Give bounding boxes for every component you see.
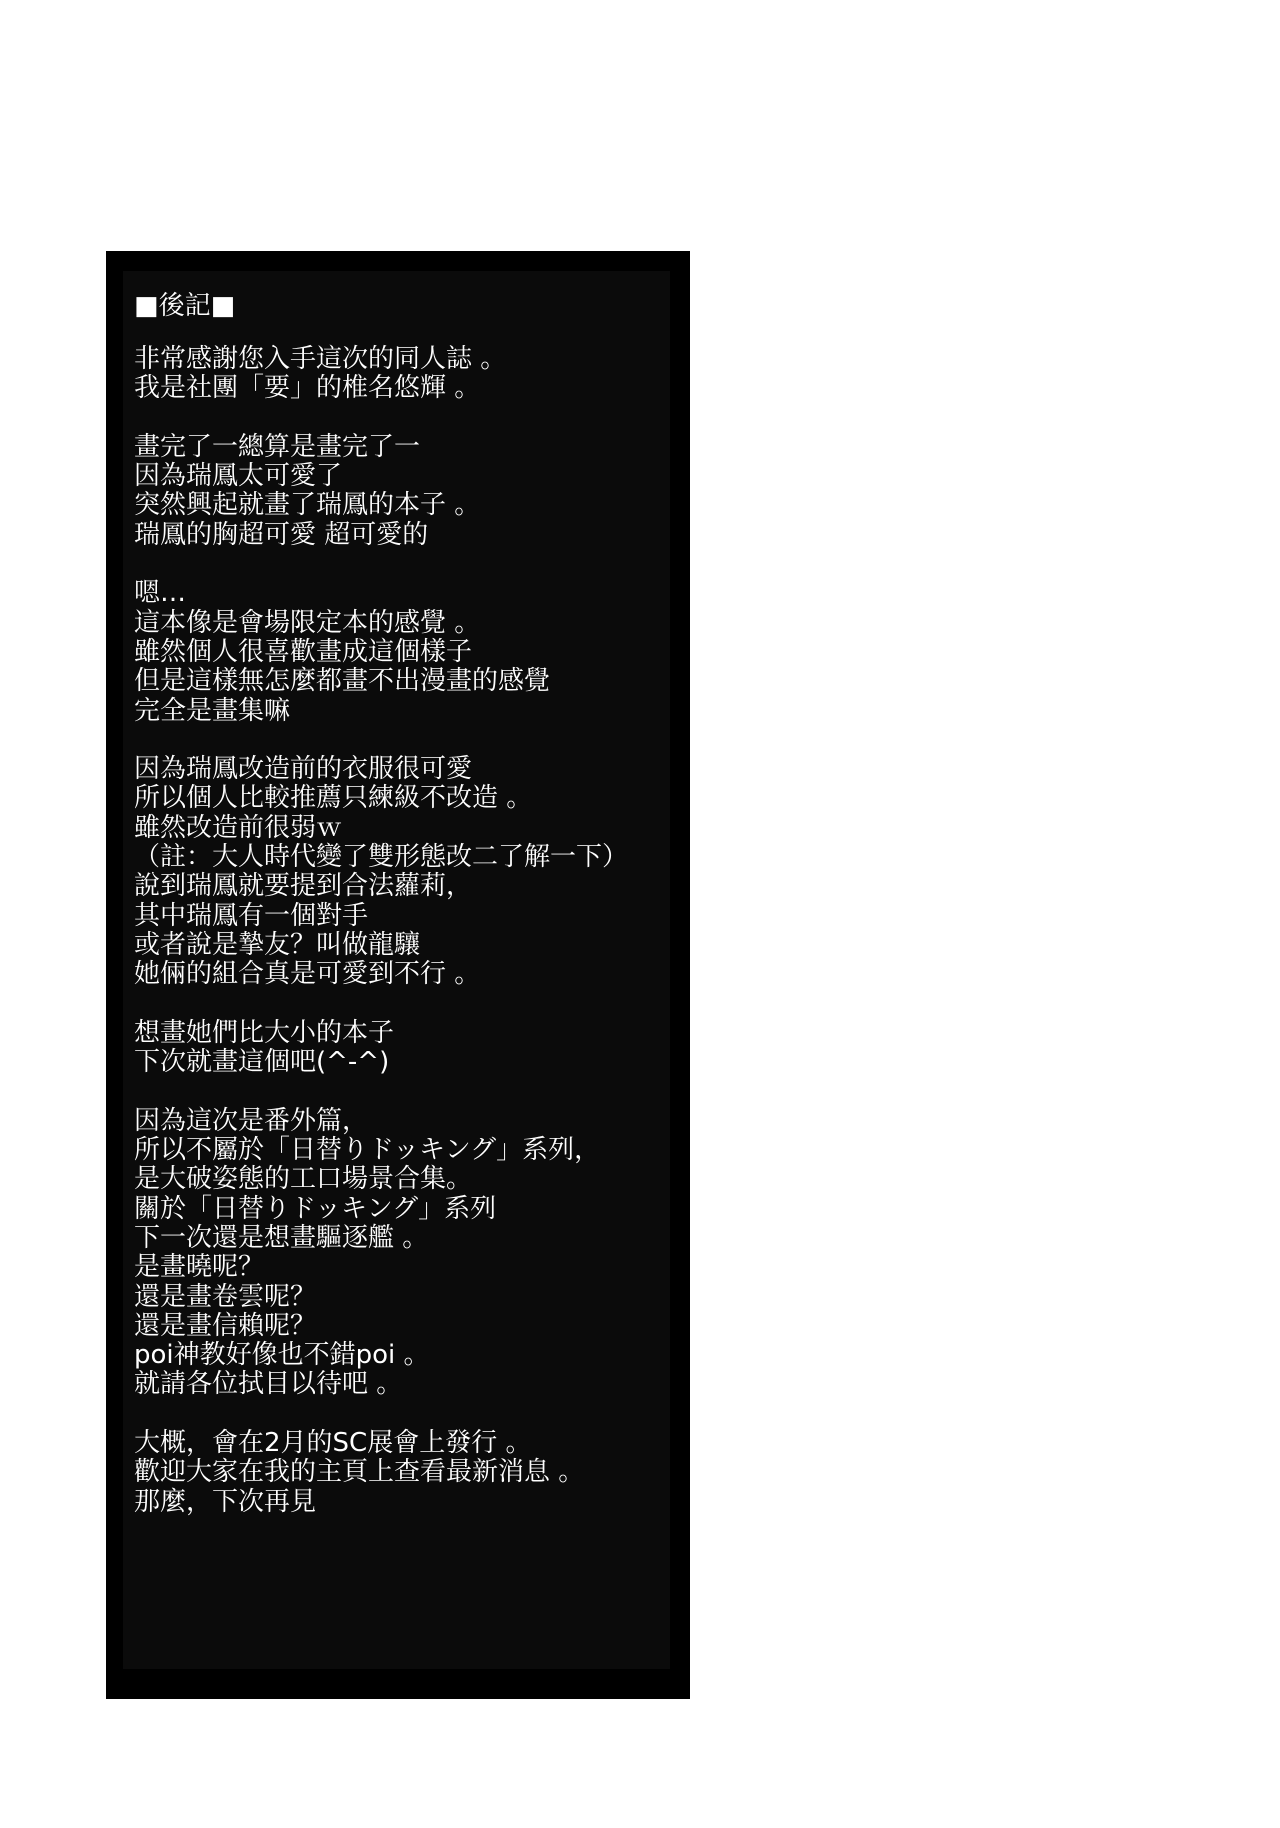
afterword-line: 完全是畫集嘛 <box>134 695 291 726</box>
afterword-line: poi神教好像也不錯poi 。 <box>134 1340 430 1371</box>
afterword-paragraph <box>134 1107 674 1400</box>
afterword-paragraph <box>134 345 674 404</box>
afterword-line: 所以不屬於「日替りドッキング」系列， <box>134 1135 601 1166</box>
afterword-line: 雖然個人很喜歡畫成這個樣子 <box>134 636 473 667</box>
afterword-line: 說到瑞鳳就要提到合法蘿莉， <box>134 871 473 902</box>
afterword-line: 她倆的組合真是可愛到不行 。 <box>134 959 481 990</box>
afterword-paragraph <box>134 433 674 550</box>
afterword-line: 想畫她們比大小的本子 <box>134 1017 395 1048</box>
afterword-title: ■後記■ <box>134 291 236 321</box>
afterword-line: 還是畫卷雲呢？ <box>134 1281 317 1312</box>
afterword-line: 其中瑞鳳有一個對手 <box>134 900 369 931</box>
afterword-line: 下次就畫這個吧(^-^) <box>134 1047 390 1078</box>
afterword-line: 所以個人比較推薦只練級不改造 。 <box>134 783 533 814</box>
afterword-paragraph <box>134 755 674 989</box>
afterword-line: 雖然改造前很弱ｗ <box>134 812 343 843</box>
afterword-line: 非常感謝您入手這次的同人誌 。 <box>134 344 507 374</box>
afterword-line: 是大破姿態的工口場景合集。 <box>134 1164 473 1195</box>
afterword-body <box>134 345 674 1546</box>
afterword-line: 但是這樣無怎麼都畫不出漫畫的感覺 <box>134 666 551 697</box>
afterword-paragraph <box>134 579 674 725</box>
afterword-line: 這本像是會場限定本的感覺 。 <box>134 607 481 638</box>
afterword-line: 因為瑞鳳改造前的衣服很可愛 <box>134 754 473 785</box>
afterword-line: 是畫曉呢？ <box>134 1252 265 1283</box>
afterword-line: 因為這次是番外篇， <box>134 1105 369 1136</box>
afterword-line: 因為瑞鳳太可愛了 <box>134 461 343 492</box>
afterword-line: 或者說是摯友？叫做龍驤 <box>134 929 421 960</box>
afterword-line: 突然興起就畫了瑞鳳的本子 。 <box>134 490 481 521</box>
afterword-line: 那麼，下次再見 <box>134 1486 317 1517</box>
afterword-line: 關於「日替りドッキング」系列 <box>134 1193 497 1224</box>
afterword-line: 嗯… <box>134 578 187 609</box>
afterword-line: 就請各位拭目以待吧 。 <box>134 1369 403 1400</box>
afterword-line: 歡迎大家在我的主頁上查看最新消息 。 <box>134 1457 585 1488</box>
afterword-line: 瑞鳳的胸超可愛 超可愛的 <box>134 519 429 550</box>
afterword-line: 下一次還是想畫驅逐艦 。 <box>134 1222 429 1253</box>
afterword-line: 我是社團「要」的椎名悠輝 。 <box>134 373 481 404</box>
afterword-line: 大概，會在2月的SC展會上發行 。 <box>134 1427 532 1458</box>
afterword-line: 畫完了一總算是畫完了一 <box>134 431 421 462</box>
afterword-line: （註：大人時代變了雙形態改二了解一下） <box>134 842 629 873</box>
afterword-paragraph <box>134 1429 674 1517</box>
afterword-paragraph <box>134 1019 674 1078</box>
afterword-line: 還是畫信賴呢？ <box>134 1310 317 1341</box>
